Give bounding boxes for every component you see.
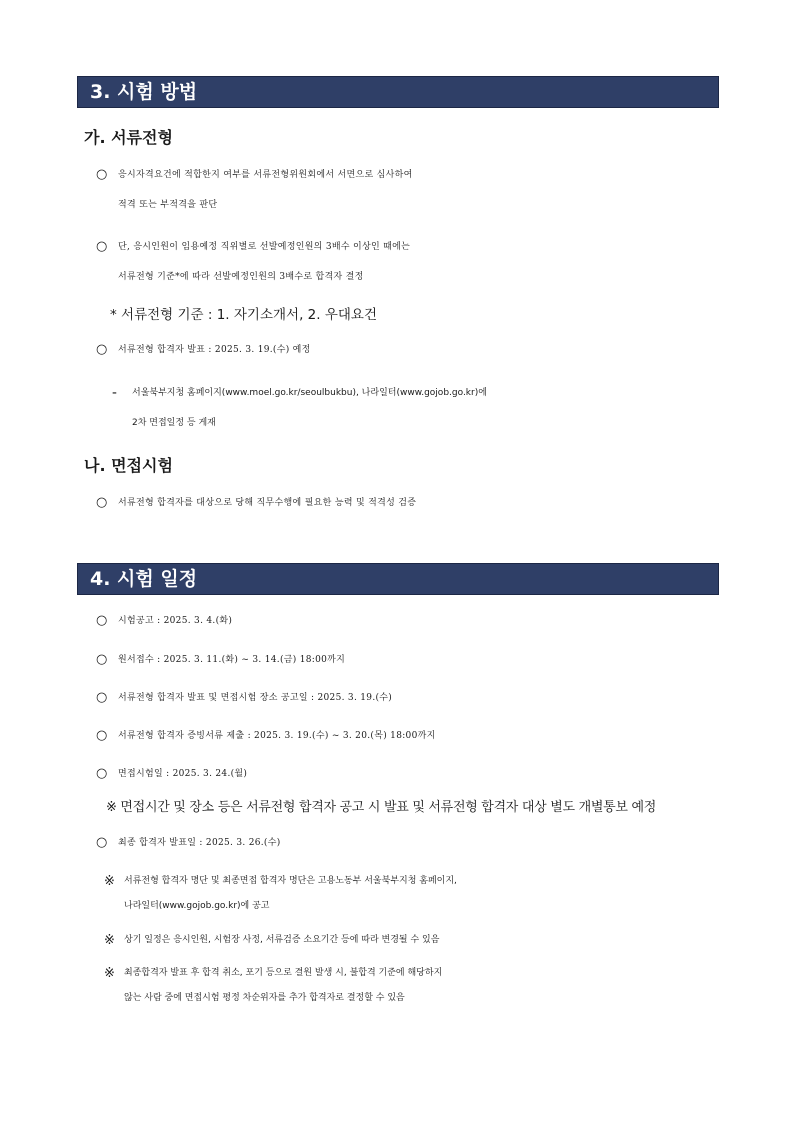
schedule-item <box>96 721 726 751</box>
circle-bullet-icon: ○ <box>96 495 108 510</box>
section-4-header: 4. 시험 일정 <box>77 563 719 595</box>
schedule-item <box>96 759 726 789</box>
circle-bullet-icon: ○ <box>96 239 108 254</box>
bullet-line-1: 단, 응시인원이 임용예정 직위별로 선발예정인원의 3배수 이상인 때에는 <box>118 242 411 252</box>
dash-line-2: 2차 면접일정 등 게재 <box>132 418 216 428</box>
schedule-item-text: 시험공고 : 2025. 3. 4.(화) <box>118 616 233 626</box>
bullet-line-1: 서류전형 합격자 발표 : 2025. 3. 19.(수) 예정 <box>118 345 311 355</box>
dash-website-posting <box>112 378 732 438</box>
bullet-eligibility-review <box>96 160 726 220</box>
schedule-item <box>96 683 726 713</box>
reference-line-1: 상기 일정은 응시인원, 시험장 사정, 서류검증 소요기간 등에 따라 변경될 수 있음 <box>124 935 440 945</box>
bullet-screening-announcement <box>96 335 726 365</box>
bullet-line-1: 서류전형 합격자를 대상으로 당해 직무수행에 필요한 능력 및 적격성 검증 <box>118 498 417 508</box>
reference-mark-icon: ※ <box>104 966 115 981</box>
bullet-interview-verification <box>96 488 726 518</box>
reference-note <box>104 869 724 919</box>
reference-mark-icon: ※ <box>104 933 115 948</box>
schedule-item-text: 면접시험일 : 2025. 3. 24.(월) <box>118 769 248 779</box>
reference-note <box>104 928 724 953</box>
reference-note <box>104 961 724 1011</box>
final-announcement-item <box>96 828 726 858</box>
subhead-interview: 나. 면접시험 <box>84 456 173 475</box>
schedule-item-text: 원서접수 : 2025. 3. 11.(화) ~ 3. 14.(금) 18:00까지 <box>118 655 346 665</box>
bullet-line-2: 적격 또는 부적격을 판단 <box>118 200 218 210</box>
interview-notice-note: ※ 면접시간 및 장소 등은 서류전형 합격자 공고 시 발표 및 서류전형 합격자 대상 별도 개별통보 예정 <box>106 800 656 815</box>
circle-bullet-icon: ○ <box>96 766 108 781</box>
circle-bullet-icon: ○ <box>96 728 108 743</box>
circle-bullet-icon: ○ <box>96 342 108 357</box>
bullet-three-times-rule <box>96 232 726 292</box>
reference-line-2: 않는 사람 중에 면접시험 평정 차순위자를 추가 합격자로 결정할 수 있음 <box>124 993 405 1003</box>
schedule-item-text: 서류전형 합격자 증빙서류 제출 : 2025. 3. 19.(수) ~ 3. 20.(목) 18:00까지 <box>118 731 436 741</box>
circle-bullet-icon: ○ <box>96 835 108 850</box>
screening-criteria-note: * 서류전형 기준 : 1. 자기소개서, 2. 우대요건 <box>110 307 378 323</box>
circle-bullet-icon: ○ <box>96 690 108 705</box>
reference-mark-icon: ※ <box>104 874 115 889</box>
final-announcement-text: 최종 합격자 발표일 : 2025. 3. 26.(수) <box>118 838 281 848</box>
reference-line-2: 나라일터(www.gojob.go.kr)에 공고 <box>124 901 270 911</box>
reference-line-1: 최종합격자 발표 후 합격 취소, 포기 등으로 결원 발생 시, 불합격 기준에 해당하지 <box>124 968 443 978</box>
dash-line-1: 서울북부지청 홈페이지(www.moel.go.kr/seoulbukbu), 나라일터(www.gojob.go.kr)에 <box>132 388 487 398</box>
dash-bullet-icon: - <box>112 385 117 401</box>
bullet-line-1: 응시자격요건에 적합한지 여부를 서류전형위원회에서 서면으로 심사하여 <box>118 170 413 180</box>
circle-bullet-icon: ○ <box>96 167 108 182</box>
bullet-line-2: 서류전형 기준*에 따라 선발예정인원의 3배수로 합격자 결정 <box>118 272 364 282</box>
schedule-item <box>96 606 726 636</box>
circle-bullet-icon: ○ <box>96 613 108 628</box>
schedule-item <box>96 645 726 675</box>
circle-bullet-icon: ○ <box>96 652 108 667</box>
subhead-document-screening: 가. 서류전형 <box>84 128 173 147</box>
reference-line-1: 서류전형 합격자 명단 및 최종면접 합격자 명단은 고용노동부 서울북부지청 홈페이지, <box>124 876 457 886</box>
section-3-header: 3. 시험 방법 <box>77 76 719 108</box>
schedule-item-text: 서류전형 합격자 발표 및 면접시험 장소 공고일 : 2025. 3. 19.(수) <box>118 693 393 703</box>
